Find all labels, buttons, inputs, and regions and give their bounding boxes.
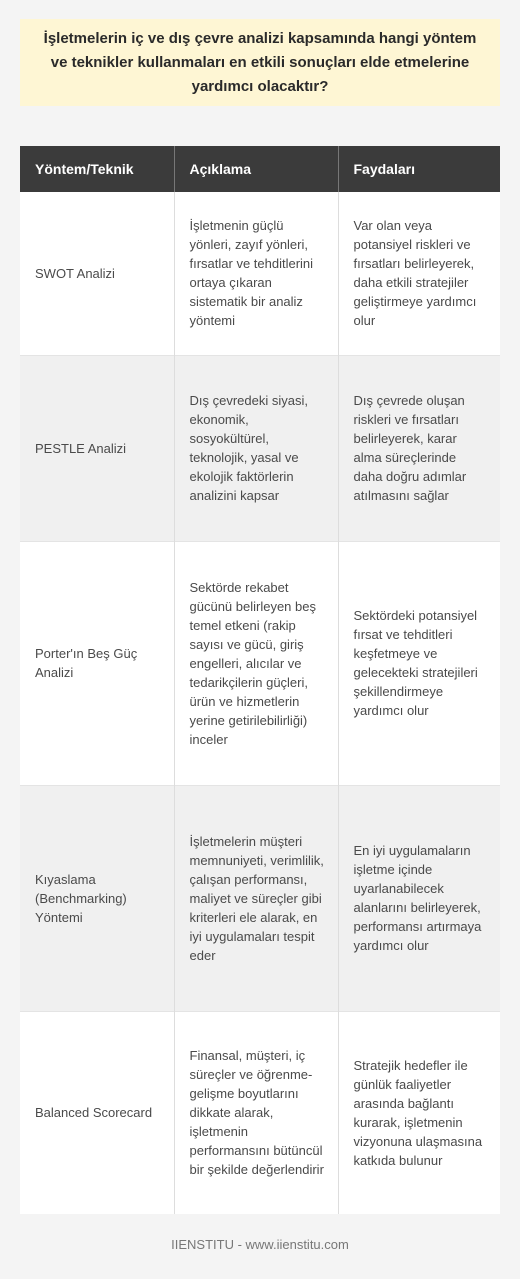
benefits-cell: Var olan veya potansiyel riskleri ve fırsatları belirleyerek, daha etkili stratejiler geliştirmeye yardımcı olur: [338, 192, 500, 355]
question-banner: [20, 19, 500, 106]
table-row: [20, 785, 500, 1011]
table-row: [20, 541, 500, 785]
description-cell: Dış çevredeki siyasi, ekonomik, sosyokültürel, teknolojik, yasal ve ekolojik faktörlerin analizini kapsar: [174, 355, 338, 541]
method-cell: Balanced Scorecard: [20, 1011, 174, 1214]
method-cell: SWOT Analizi: [20, 192, 174, 355]
table-row: [20, 192, 500, 355]
column-header-description: Açıklama: [174, 146, 338, 192]
description-cell: İşletmelerin müşteri memnuniyeti, verimlilik, çalışan performansı, maliyet ve süreçler gibi kriterleri ele alarak, en iyi uygulamaları tespit eder: [174, 785, 338, 1011]
benefits-cell: Stratejik hedefler ile günlük faaliyetler arasında bağlantı kurarak, işletmenin vizyonuna ulaşmasına katkıda bulunur: [338, 1011, 500, 1214]
method-cell: PESTLE Analizi: [20, 355, 174, 541]
page-title: İşletmelerin iç ve dış çevre analizi kapsamında hangi yöntem ve teknikler kullanmaları en etkili sonuçları elde etmelerine yardımcı olacaktır?: [43, 29, 477, 95]
description-cell: İşletmenin güçlü yönleri, zayıf yönleri, fırsatlar ve tehditlerini ortaya çıkaran sistematik bir analiz yöntemi: [174, 192, 338, 355]
method-cell: Kıyaslama (Benchmarking) Yöntemi: [20, 785, 174, 1011]
description-cell: Sektörde rekabet gücünü belirleyen beş temel etkeni (rakip sayısı ve gücü, giriş engelleri, alıcılar ve tedarikçilerin güçleri, ürün ve hizmetlerin yerine getirilebilirliği) inceler: [174, 541, 338, 785]
column-header-method: Yöntem/Teknik: [20, 146, 174, 192]
benefits-cell: Dış çevrede oluşan riskleri ve fırsatları belirleyerek, karar alma süreçlerinde daha doğru adımlar atılmasını sağlar: [338, 355, 500, 541]
benefits-cell: Sektördeki potansiyel fırsat ve tehditleri keşfetmeye ve gelecekteki stratejileri şekillendirmeye yardımcı olur: [338, 541, 500, 785]
benefits-cell: En iyi uygulamaların işletme içinde uyarlanabilecek alanlarını belirleyerek, performansı artırmaya yardımcı olur: [338, 785, 500, 1011]
description-cell: Finansal, müşteri, iç süreçler ve öğrenme-gelişme boyutlarını dikkate alarak, işletmenin performansını bütüncül bir şekilde değerlendirir: [174, 1011, 338, 1214]
table-row: [20, 355, 500, 541]
footer-credit: IIENSTITU - www.iienstitu.com: [171, 1237, 349, 1252]
method-cell: Porter'ın Beş Güç Analizi: [20, 541, 174, 785]
table-header-row: [20, 146, 500, 192]
column-header-benefits: Faydaları: [338, 146, 500, 192]
methods-table: [20, 146, 500, 1214]
table-row: [20, 1011, 500, 1214]
